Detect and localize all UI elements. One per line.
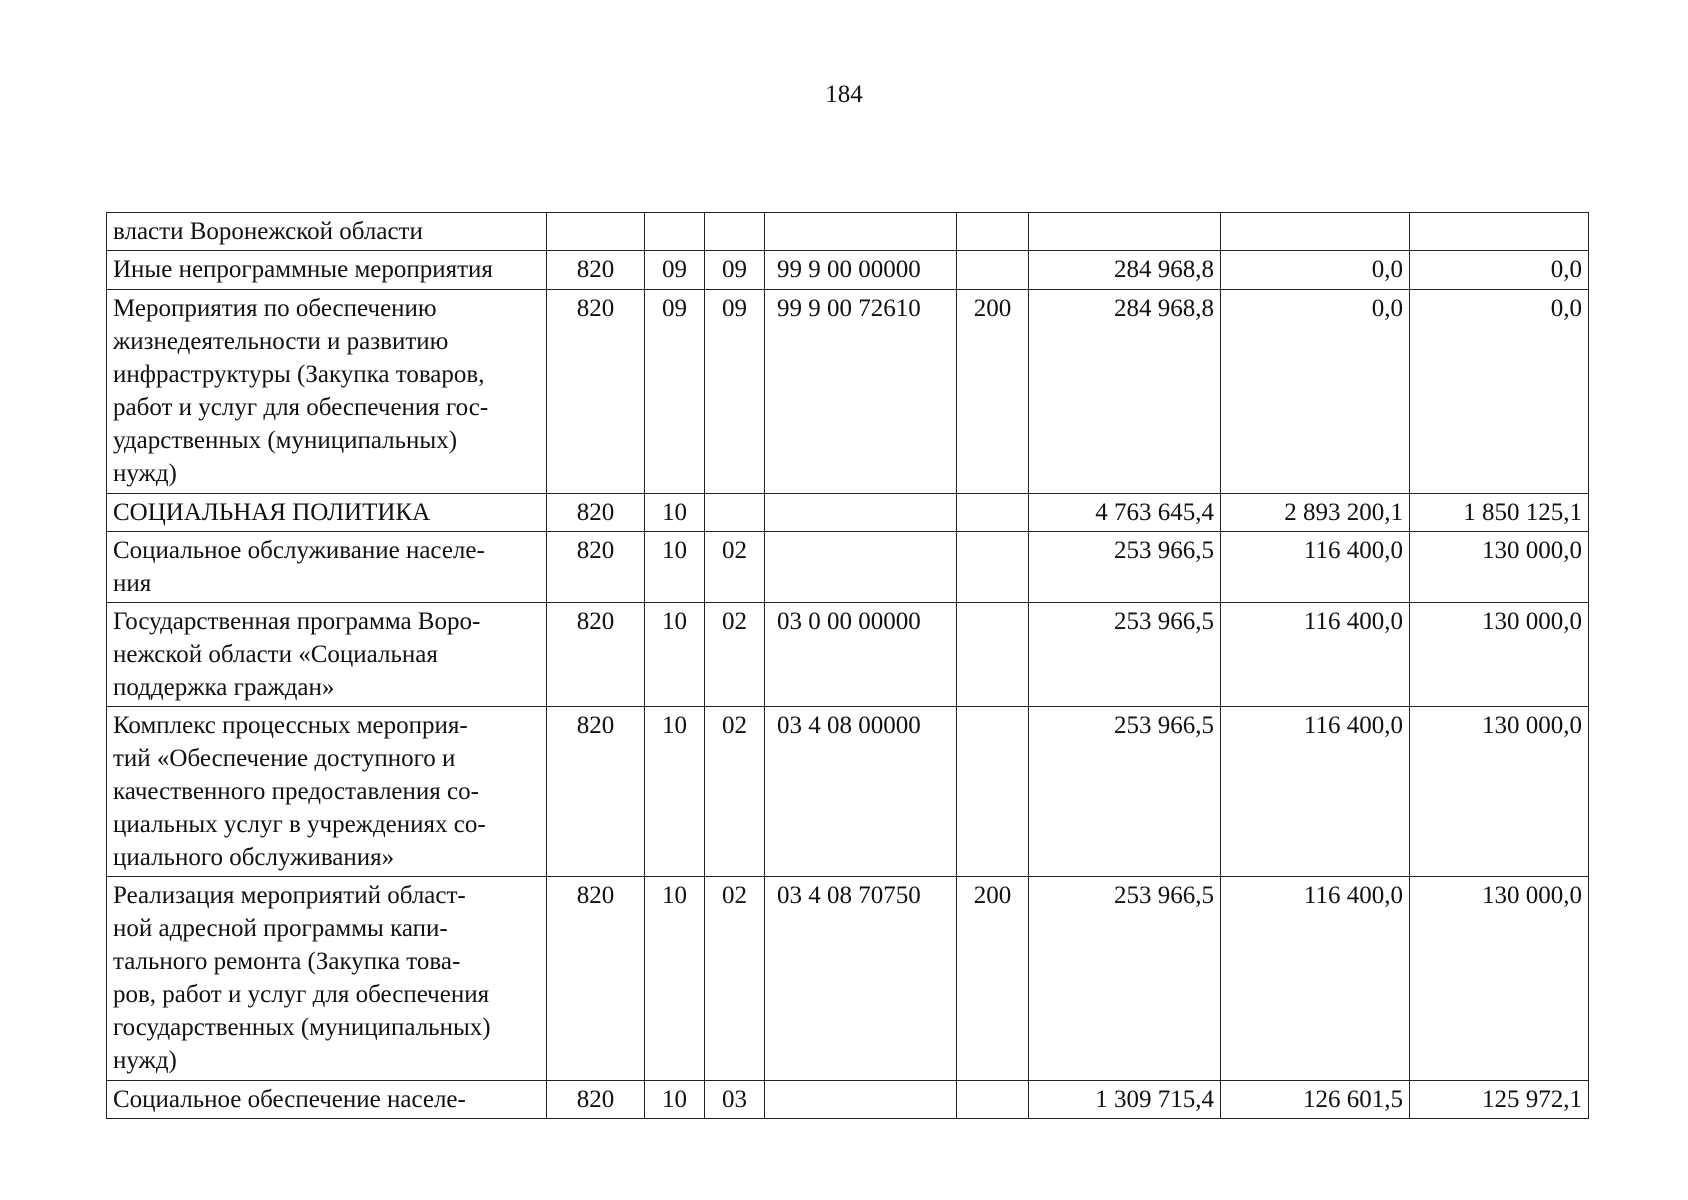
- cell-year2: 116 400,0: [1221, 877, 1410, 1081]
- cell-rz: 10: [645, 1081, 705, 1119]
- cell-year2: 116 400,0: [1221, 532, 1410, 603]
- cell-csr: [765, 213, 957, 251]
- cell-pr: 02: [705, 707, 765, 877]
- table-row: [107, 213, 1589, 251]
- table-row: [107, 532, 1589, 603]
- cell-year3: 125 972,1: [1410, 1081, 1589, 1119]
- cell-name: Комплекс процессных мероприя- тий «Обеспечение доступного и качественного предоставления со- циальных услуг в учреждениях со- циального обслуживания»: [107, 707, 547, 877]
- cell-csr: [765, 1081, 957, 1119]
- cell-year1: 253 966,5: [1029, 603, 1221, 707]
- cell-pr: 02: [705, 603, 765, 707]
- cell-rz: 09: [645, 290, 705, 494]
- cell-year1: [1029, 213, 1221, 251]
- cell-year2: 2 893 200,1: [1221, 494, 1410, 532]
- cell-year3: 130 000,0: [1410, 532, 1589, 603]
- cell-name: Социальное обслуживание населе- ния: [107, 532, 547, 603]
- cell-rz: 10: [645, 707, 705, 877]
- cell-year2: 0,0: [1221, 251, 1410, 290]
- cell-gr: 820: [547, 1081, 645, 1119]
- cell-pr: 02: [705, 532, 765, 603]
- cell-pr: [705, 213, 765, 251]
- cell-year1: 4 763 645,4: [1029, 494, 1221, 532]
- cell-year3: 1 850 125,1: [1410, 494, 1589, 532]
- cell-name: власти Воронежской области: [107, 213, 547, 251]
- cell-vr: 200: [957, 290, 1029, 494]
- cell-year1: 1 309 715,4: [1029, 1081, 1221, 1119]
- table-row: [107, 707, 1589, 877]
- cell-gr: 820: [547, 877, 645, 1081]
- cell-year1: 253 966,5: [1029, 877, 1221, 1081]
- table-row: [107, 877, 1589, 1081]
- cell-vr: [957, 251, 1029, 290]
- budget-table: [106, 212, 1589, 1119]
- cell-pr: 09: [705, 251, 765, 290]
- cell-csr: [765, 532, 957, 603]
- cell-vr: [957, 707, 1029, 877]
- cell-vr: [957, 1081, 1029, 1119]
- cell-year1: 284 968,8: [1029, 251, 1221, 290]
- cell-pr: 02: [705, 877, 765, 1081]
- cell-name: Мероприятия по обеспечению жизнедеятельности и развитию инфраструктуры (Закупка товаров, работ и услуг для обеспечения гос- ударственных (муниципальных) нужд): [107, 290, 547, 494]
- cell-csr: [765, 494, 957, 532]
- cell-name: Государственная программа Воро- нежской области «Социальная поддержка граждан»: [107, 603, 547, 707]
- table-row: [107, 1081, 1589, 1119]
- table-row: [107, 494, 1589, 532]
- cell-gr: 820: [547, 494, 645, 532]
- cell-gr: [547, 213, 645, 251]
- table-row: [107, 603, 1589, 707]
- cell-pr: 09: [705, 290, 765, 494]
- cell-csr: 03 0 00 00000: [765, 603, 957, 707]
- cell-vr: 200: [957, 877, 1029, 1081]
- cell-vr: [957, 494, 1029, 532]
- cell-vr: [957, 603, 1029, 707]
- cell-rz: 10: [645, 877, 705, 1081]
- cell-name: Социальное обеспечение населе-: [107, 1081, 547, 1119]
- cell-year2: 116 400,0: [1221, 707, 1410, 877]
- cell-name: Реализация мероприятий област- ной адресной программы капи- тального ремонта (Закупка това- ров, работ и услуг для обеспечения государственных (муниципальных) нужд): [107, 877, 547, 1081]
- cell-year1: 284 968,8: [1029, 290, 1221, 494]
- cell-name: Иные непрограммные мероприятия: [107, 251, 547, 290]
- cell-year2: 116 400,0: [1221, 603, 1410, 707]
- cell-year1: 253 966,5: [1029, 707, 1221, 877]
- cell-rz: 10: [645, 532, 705, 603]
- cell-year1: 253 966,5: [1029, 532, 1221, 603]
- cell-year3: [1410, 213, 1589, 251]
- cell-year2: 126 601,5: [1221, 1081, 1410, 1119]
- cell-gr: 820: [547, 707, 645, 877]
- cell-vr: [957, 213, 1029, 251]
- cell-year3: 130 000,0: [1410, 877, 1589, 1081]
- table-row: [107, 251, 1589, 290]
- cell-pr: [705, 494, 765, 532]
- cell-gr: 820: [547, 603, 645, 707]
- page-number: 184: [825, 81, 863, 108]
- table-row: [107, 290, 1589, 494]
- cell-year2: 0,0: [1221, 290, 1410, 494]
- cell-gr: 820: [547, 290, 645, 494]
- cell-year3: 130 000,0: [1410, 707, 1589, 877]
- cell-vr: [957, 532, 1029, 603]
- cell-gr: 820: [547, 532, 645, 603]
- cell-rz: 10: [645, 603, 705, 707]
- cell-gr: 820: [547, 251, 645, 290]
- cell-csr: 03 4 08 70750: [765, 877, 957, 1081]
- cell-csr: 99 9 00 00000: [765, 251, 957, 290]
- cell-pr: 03: [705, 1081, 765, 1119]
- cell-year3: 130 000,0: [1410, 603, 1589, 707]
- cell-year2: [1221, 213, 1410, 251]
- cell-csr: 03 4 08 00000: [765, 707, 957, 877]
- cell-year3: 0,0: [1410, 290, 1589, 494]
- cell-rz: 10: [645, 494, 705, 532]
- cell-year3: 0,0: [1410, 251, 1589, 290]
- cell-rz: [645, 213, 705, 251]
- cell-csr: 99 9 00 72610: [765, 290, 957, 494]
- cell-rz: 09: [645, 251, 705, 290]
- cell-name: СОЦИАЛЬНАЯ ПОЛИТИКА: [107, 494, 547, 532]
